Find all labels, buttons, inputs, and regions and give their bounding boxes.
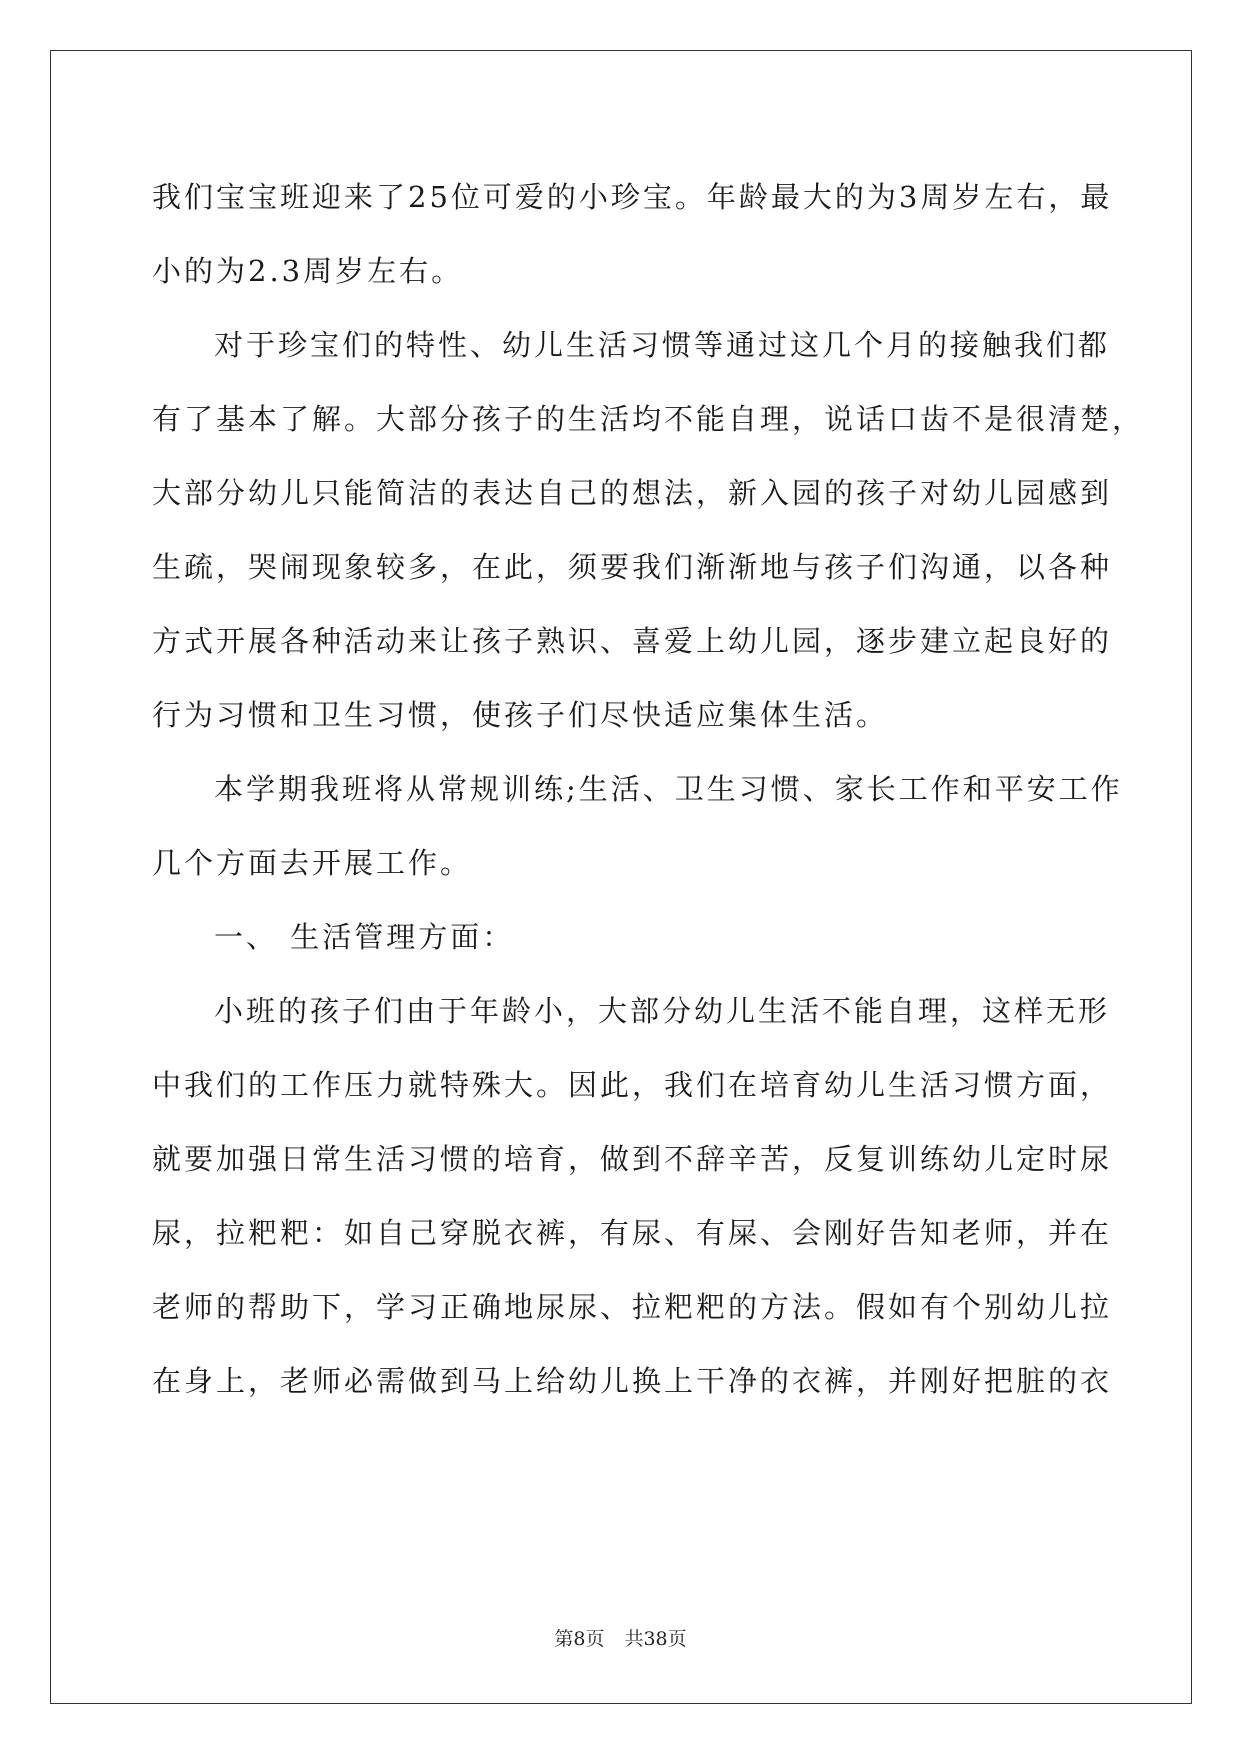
text-line: 中我们的工作压力就特殊大。因此，我们在培育幼儿生活习惯方面， — [152, 1068, 1113, 1102]
text-line: 老师的帮助下，学习正确地尿尿、拉粑粑的方法。假如有个别幼儿拉 — [152, 1290, 1113, 1324]
text-line: 方式开展各种活动来让孩子熟识、喜爱上幼儿园，逐步建立起良好的 — [152, 624, 1113, 658]
text-line: 就要加强日常生活习惯的培育，做到不辞辛苦，反复训练幼儿定时尿 — [152, 1142, 1113, 1176]
text-line: 在身上，老师必需做到马上给幼儿换上干净的衣裤，并刚好把脏的衣 — [152, 1364, 1113, 1398]
text-line: 对于珍宝们的特性、幼儿生活习惯等通过这几个月的接触我们都 — [214, 328, 1111, 362]
text-line: 行为习惯和卫生习惯，使孩子们尽快适应集体生活。 — [152, 698, 889, 732]
text-line: 几个方面去开展工作。 — [152, 846, 473, 880]
page-footer — [0, 1627, 1241, 1651]
document-text — [152, 160, 1145, 1418]
text-line: 我们宝宝班迎来了25位可爱的小珍宝。年龄最大的为3周岁左右，最 — [152, 180, 1113, 214]
text-line: 小班的孩子们由于年龄小，大部分幼儿生活不能自理，这样无形 — [214, 994, 1111, 1028]
text-line: 尿，拉粑粑：如自己穿脱衣裤，有尿、有屎、会刚好告知老师，并在 — [152, 1216, 1113, 1250]
document-body — [152, 160, 1145, 1418]
text-line: 生疏，哭闹现象较多，在此，须要我们渐渐地与孩子们沟通，以各种 — [152, 550, 1113, 584]
text-line: 大部分幼儿只能简洁的表达自己的想法，新入园的孩子对幼儿园感到 — [152, 476, 1113, 510]
text-line: 小的为2.3周岁左右。 — [152, 254, 464, 288]
text-line: 本学期我班将从常规训练;生活、卫生习惯、家长工作和平安工作 — [214, 772, 1123, 806]
page-total: 共38页 — [624, 1628, 687, 1650]
section-heading: 一、 生活管理方面： — [214, 920, 515, 954]
page-number: 第8页 — [554, 1628, 605, 1650]
text-line: 有了基本了解。大部分孩子的生活均不能自理，说话口齿不是很清楚， — [152, 402, 1145, 436]
